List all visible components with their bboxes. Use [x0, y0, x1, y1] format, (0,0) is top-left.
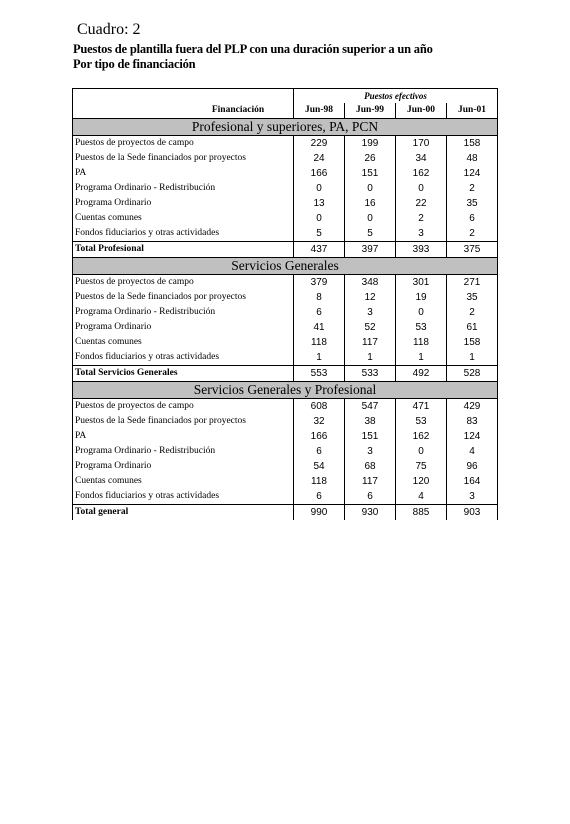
table-body	[73, 119, 498, 521]
row-value: 0	[345, 211, 396, 226]
row-label: Puestos de la Sede financiados por proyectos	[73, 414, 294, 429]
row-value: 24	[294, 151, 345, 166]
row-label: Total Servicios Generales	[73, 366, 294, 382]
row-value: 1	[345, 350, 396, 366]
row-value: 16	[345, 196, 396, 211]
row-value: 375	[447, 242, 498, 258]
table-row	[73, 290, 498, 305]
row-value: 5	[345, 226, 396, 242]
row-value: 41	[294, 320, 345, 335]
row-value: 54	[294, 459, 345, 474]
row-value: 397	[345, 242, 396, 258]
grand-total-row	[73, 505, 498, 521]
total-row	[73, 242, 498, 258]
row-value: 0	[294, 181, 345, 196]
table-row	[73, 136, 498, 152]
row-value: 68	[345, 459, 396, 474]
row-value: 0	[294, 211, 345, 226]
row-value: 930	[345, 505, 396, 521]
row-value: 26	[345, 151, 396, 166]
row-label: Programa Ordinario	[73, 320, 294, 335]
row-value: 19	[396, 290, 447, 305]
row-value: 0	[345, 181, 396, 196]
row-value: 2	[447, 181, 498, 196]
header-empty-cell	[73, 89, 294, 104]
row-label: Programa Ordinario	[73, 196, 294, 211]
row-value: 166	[294, 429, 345, 444]
row-value: 885	[396, 505, 447, 521]
document-title: Cuadro: 2	[77, 21, 141, 38]
row-value: 0	[396, 181, 447, 196]
section-header-row	[73, 258, 498, 275]
table-row	[73, 196, 498, 211]
document-subtitle-financing: Por tipo de financiación	[73, 57, 196, 71]
table-row	[73, 414, 498, 429]
row-value: 13	[294, 196, 345, 211]
row-label: Puestos de la Sede financiados por proyectos	[73, 151, 294, 166]
row-value: 1	[447, 350, 498, 366]
row-value: 1	[396, 350, 447, 366]
row-label: Fondos fiduciarios y otras actividades	[73, 226, 294, 242]
row-value: 3	[345, 444, 396, 459]
section-title: Servicios Generales y Profesional	[73, 382, 498, 399]
table-row	[73, 459, 498, 474]
row-value: 53	[396, 414, 447, 429]
row-value: 12	[345, 290, 396, 305]
row-value: 229	[294, 136, 345, 152]
row-value: 553	[294, 366, 345, 382]
table-row	[73, 226, 498, 242]
column-header-financiacion: Financiación	[73, 103, 294, 119]
row-value: 3	[447, 489, 498, 505]
row-label: Cuentas comunes	[73, 474, 294, 489]
row-value: 38	[345, 414, 396, 429]
row-value: 2	[447, 305, 498, 320]
row-value: 162	[396, 429, 447, 444]
row-value: 528	[447, 366, 498, 382]
section-title: Profesional y superiores, PA, PCN	[73, 119, 498, 136]
row-label: Programa Ordinario - Redistribución	[73, 305, 294, 320]
row-value: 6	[345, 489, 396, 505]
row-value: 1	[294, 350, 345, 366]
table-row	[73, 166, 498, 181]
row-value: 118	[294, 474, 345, 489]
row-value: 6	[447, 211, 498, 226]
row-label: Total Profesional	[73, 242, 294, 258]
row-value: 348	[345, 275, 396, 291]
row-label: Programa Ordinario - Redistribución	[73, 181, 294, 196]
row-value: 437	[294, 242, 345, 258]
row-value: 61	[447, 320, 498, 335]
column-header-year: Jun-98	[294, 103, 345, 119]
row-label: PA	[73, 429, 294, 444]
document-subtitle: Puestos de plantilla fuera del PLP con una duración superior a un año	[73, 42, 433, 56]
row-value: 429	[447, 399, 498, 415]
row-value: 96	[447, 459, 498, 474]
row-value: 117	[345, 335, 396, 350]
row-value: 6	[294, 444, 345, 459]
row-value: 118	[294, 335, 345, 350]
table-row	[73, 429, 498, 444]
table-row	[73, 444, 498, 459]
row-value: 6	[294, 305, 345, 320]
row-label: Puestos de proyectos de campo	[73, 399, 294, 415]
table-header-row-group	[73, 89, 498, 104]
row-value: 32	[294, 414, 345, 429]
table-row	[73, 335, 498, 350]
row-value: 990	[294, 505, 345, 521]
row-label: Cuentas comunes	[73, 335, 294, 350]
table-row	[73, 275, 498, 291]
row-value: 151	[345, 166, 396, 181]
row-value: 158	[447, 136, 498, 152]
table-row	[73, 211, 498, 226]
row-value: 53	[396, 320, 447, 335]
column-header-year: Jun-99	[345, 103, 396, 119]
row-value: 162	[396, 166, 447, 181]
row-value: 8	[294, 290, 345, 305]
row-value: 0	[396, 305, 447, 320]
row-value: 301	[396, 275, 447, 291]
row-value: 533	[345, 366, 396, 382]
table-row	[73, 399, 498, 415]
row-value: 35	[447, 196, 498, 211]
row-value: 117	[345, 474, 396, 489]
row-label: Puestos de la Sede financiados por proyectos	[73, 290, 294, 305]
row-label: PA	[73, 166, 294, 181]
row-value: 22	[396, 196, 447, 211]
row-value: 124	[447, 429, 498, 444]
section-header-row	[73, 382, 498, 399]
table-row	[73, 489, 498, 505]
group-header-puestos-efectivos: Puestos efectivos	[294, 89, 498, 104]
row-value: 199	[345, 136, 396, 152]
row-value: 3	[345, 305, 396, 320]
table-row	[73, 181, 498, 196]
row-value: 379	[294, 275, 345, 291]
row-value: 4	[447, 444, 498, 459]
data-table	[72, 88, 498, 520]
row-label: Fondos fiduciarios y otras actividades	[73, 489, 294, 505]
table-header-row	[73, 103, 498, 119]
row-value: 83	[447, 414, 498, 429]
row-value: 124	[447, 166, 498, 181]
row-label: Puestos de proyectos de campo	[73, 275, 294, 291]
row-value: 48	[447, 151, 498, 166]
row-label: Total general	[73, 505, 294, 521]
row-value: 118	[396, 335, 447, 350]
column-header-year: Jun-00	[396, 103, 447, 119]
row-value: 471	[396, 399, 447, 415]
table-row	[73, 305, 498, 320]
row-value: 34	[396, 151, 447, 166]
row-value: 393	[396, 242, 447, 258]
row-value: 166	[294, 166, 345, 181]
section-title: Servicios Generales	[73, 258, 498, 275]
row-value: 547	[345, 399, 396, 415]
row-label: Programa Ordinario	[73, 459, 294, 474]
row-value: 35	[447, 290, 498, 305]
row-value: 4	[396, 489, 447, 505]
row-value: 903	[447, 505, 498, 521]
row-label: Cuentas comunes	[73, 211, 294, 226]
row-value: 5	[294, 226, 345, 242]
table-row	[73, 151, 498, 166]
column-header-year: Jun-01	[447, 103, 498, 119]
row-value: 164	[447, 474, 498, 489]
row-value: 0	[396, 444, 447, 459]
row-value: 6	[294, 489, 345, 505]
row-value: 52	[345, 320, 396, 335]
row-value: 170	[396, 136, 447, 152]
row-value: 2	[396, 211, 447, 226]
section-header-row	[73, 119, 498, 136]
row-value: 492	[396, 366, 447, 382]
row-label: Programa Ordinario - Redistribución	[73, 444, 294, 459]
table-row	[73, 350, 498, 366]
row-value: 3	[396, 226, 447, 242]
row-value: 151	[345, 429, 396, 444]
row-value: 2	[447, 226, 498, 242]
row-value: 75	[396, 459, 447, 474]
row-value: 120	[396, 474, 447, 489]
total-row	[73, 366, 498, 382]
row-value: 608	[294, 399, 345, 415]
table-row	[73, 474, 498, 489]
row-label: Fondos fiduciarios y otras actividades	[73, 350, 294, 366]
row-value: 271	[447, 275, 498, 291]
table-row	[73, 320, 498, 335]
row-value: 158	[447, 335, 498, 350]
row-label: Puestos de proyectos de campo	[73, 136, 294, 152]
